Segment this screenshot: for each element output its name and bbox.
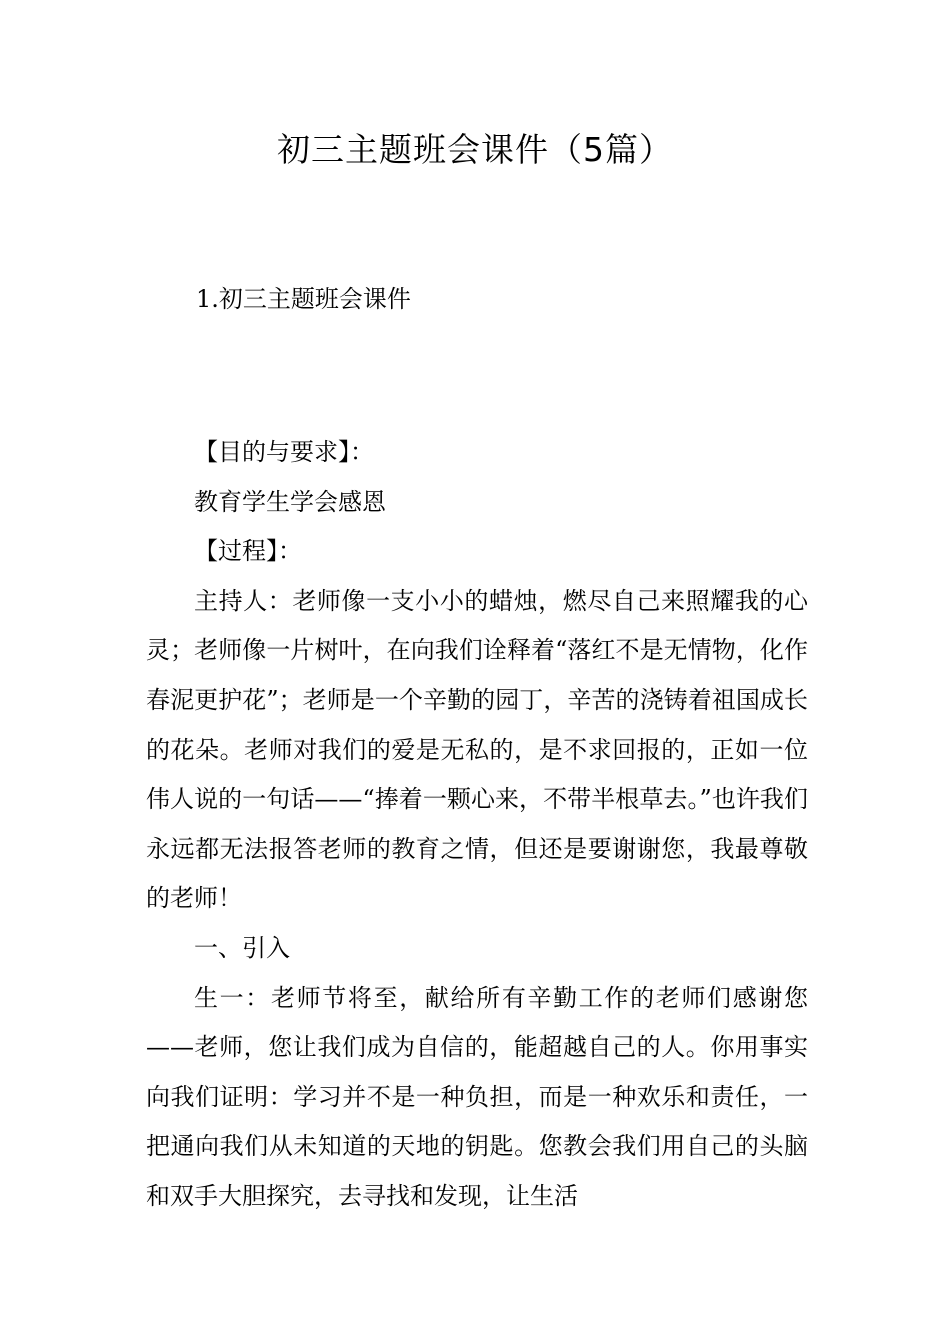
paragraph-objective-label: 【目的与要求】： [194, 438, 374, 466]
paragraph-intro-heading: 一、引入 [194, 933, 290, 962]
document-title: 初三主题班会课件（5篇） [277, 130, 673, 169]
paragraph-objective: 教育学生学会感恩 [194, 487, 386, 516]
document-body [146, 428, 808, 1222]
paragraph-host-speech: 主持人：老师像一支小小的蜡烛，燃尽自己来照耀我的心灵；老师像一片树叶，在向我们诠释着“落红不是无情物，化作春泥更护花”；老师是一个辛勤的园丁，辛苦的浇铸着祖国成长的花朵。老师对我们的爱是无私的，是不求回报的，正如一位伟人说的一句话——“捧着一颗心来，不带半根草去。”也许我们永远都无法报答老师的教育之情，但还是要谢谢您，我最尊敬的老师！ [146, 586, 808, 913]
paragraph-process-label: 【过程】： [194, 537, 302, 566]
paragraph-student-one: 生一：老师节将至，献给所有辛勤工作的老师们感谢您——老师，您让我们成为自信的，能超越自己的人。你用事实向我们证明：学习并不是一种负担，而是一种欢乐和责任，一把通向我们从未知道的天地的钥匙。您教会我们用自己的头脑和双手大胆探究，去寻找和发现，让生活 [146, 983, 808, 1210]
section-heading: 1.初三主题班会课件 [196, 285, 411, 313]
